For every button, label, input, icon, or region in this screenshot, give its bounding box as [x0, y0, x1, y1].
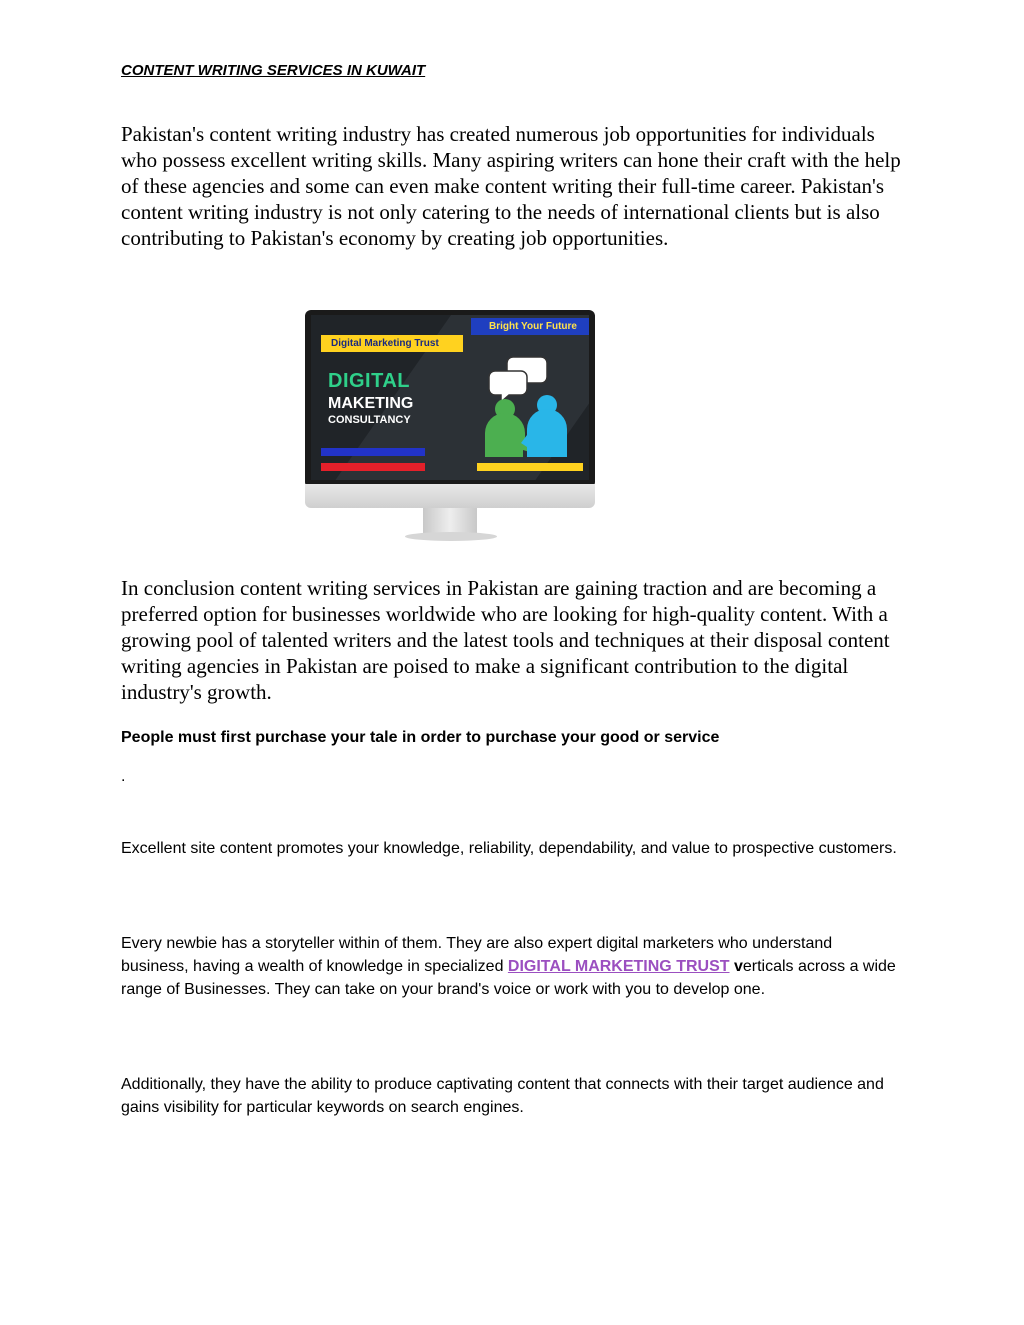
- monitor-chin: [305, 484, 595, 508]
- monitor-bezel: [305, 310, 595, 488]
- bold-statement: People must first purchase your tale in order to purchase your good or service: [121, 729, 720, 746]
- website-strip: [477, 463, 583, 471]
- monitor-stand: [423, 508, 477, 534]
- trust-label: Digital Marketing Trust: [321, 335, 463, 352]
- intro-paragraph: Pakistan's content writing industry has created numerous job opportunities for individuals who possess excellent writing skills. Many aspiring writers can hone their craft with the help of these agencies and some can even make content writing their full-time career. Pakistan's content writing industry is not only catering to the needs of international clients but is also contributing to Pakistan's economy by creating job opportunities.: [121, 122, 901, 250]
- digital-marketing-trust-link[interactable]: DIGITAL MARKETING TRUST: [507, 958, 730, 975]
- site-content-paragraph: Excellent site content promotes your knowledge, reliability, dependability, and value to prospective customers.: [121, 840, 897, 857]
- digital-word: DIGITAL: [328, 370, 411, 392]
- additionally-paragraph: Additionally, they have the ability to produce captivating content that connects with their target audience and gains visibility for particular keywords on search engines.: [121, 1076, 884, 1116]
- lone-period: .: [121, 768, 126, 785]
- monitor-screen: [311, 315, 589, 480]
- storyteller-bold-v: v: [729, 958, 743, 975]
- monitor-illustration: [305, 310, 595, 550]
- people-handshake-icon: [461, 347, 571, 457]
- storyteller-text-before: Every newbie has a storyteller within of them. They are also expert digital marketers who understand business, having a wealth of knowledge in specialized: [121, 935, 833, 975]
- page-heading: CONTENT WRITING SERVICES IN KUWAIT: [121, 62, 426, 79]
- consultancy-word: CONSULTANCY: [328, 414, 411, 426]
- email-strip: [321, 448, 425, 456]
- storyteller-text-after: erticals across a wide range of Businesses. They can take on your brand's voice or work with you to develop one.: [121, 958, 896, 998]
- storyteller-paragraph: [121, 932, 901, 1001]
- monitor-base: [405, 532, 497, 541]
- contact-strip: [321, 463, 425, 471]
- maketing-word: MAKETING: [328, 395, 414, 412]
- bright-future-label: Bright Your Future: [471, 318, 589, 335]
- conclusion-paragraph: In conclusion content writing services in Pakistan are gaining traction and are becoming a preferred option for businesses worldwide who are looking for high-quality content. With a growing pool of talented writers and the latest tools and techniques at their disposal content writing agencies in Pakistan are poised to make a significant contribution to the digital industry's growth.: [121, 576, 890, 704]
